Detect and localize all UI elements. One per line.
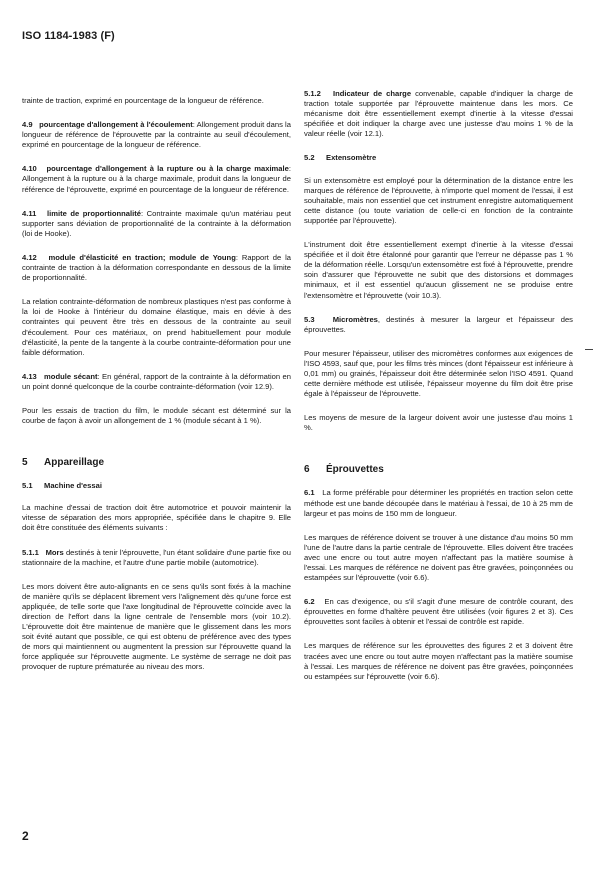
clause-text: , destinés à mesurer la largeur et l'épaisseur des éprouvettes.	[304, 314, 573, 334]
clause-6-2	[304, 597, 573, 627]
section-title: Éprouvettes	[326, 464, 384, 476]
clause-5-3	[304, 315, 573, 335]
paragraph-extensometer-1: Si un extensomètre est employé pour la détermination de la distance entre les marques de référence de l'éprouvette, à n'importe quel moment de l'essai, il est souhaitable, mais non essentiel que cet instrument enregistre automatiquement cette distance (ou toute variation de celle-ci en fonction de la contrainte supportée par l'éprouvette).	[304, 175, 573, 225]
paragraph-machine: La machine d'essai de traction doit être automotrice et pouvoir maintenir la vitesse de séparation des mors appropriée, spécifiée dans le chapitre 9. Elle doit être constituée des éléments suivants :	[22, 503, 291, 533]
subsection-number: 5.2	[304, 153, 315, 163]
clause-5-1-1	[22, 548, 291, 568]
document-header: ISO 1184-1983 (F)	[22, 30, 115, 42]
clause-term: Micromètres	[332, 314, 378, 324]
clause-text: destinés à tenir l'éprouvette, l'un étant solidaire d'une partie fixe ou stationnaire de la machine, et l'autre d'une partie mobile (automotrice).	[22, 547, 291, 567]
section-number: 5	[22, 457, 28, 469]
clause-text: En cas d'exigence, ou s'il s'agit d'une mesure de contrôle courant, des éprouvettes en forme d'haltère peuvent être utilisées (voir figures 2 et 3). Ces éprouvettes sont faciles à obtenir et l'essai de contrôle est rapide.	[304, 597, 573, 627]
margin-change-bar	[585, 349, 593, 350]
definition-term: pourcentage d'allongement à la rupture ou à la charge maximale	[46, 164, 289, 174]
definition-text: : Rapport de la contrainte de traction à la déformation correspondante en dessous de la limite de proportionnalité.	[22, 252, 291, 283]
definition-4-11	[22, 209, 291, 239]
paragraph-relation: La relation contrainte-déformation de nombreux plastiques n'est pas conforme à la loi de Hooke à l'intérieur du domaine élastique, mais en dévie à des contraintes qui peuvent être très en dessous de la contrainte au seuil d'écoulement. Pour ces matériaux, on prend habituellement pour module d'élasticité, la pente de la tangente à la courbe contrainte-déformation pour une faible déformation.	[22, 297, 291, 357]
subsection-title: Extensomètre	[326, 153, 377, 163]
clause-term: Indicateur de charge	[332, 89, 412, 98]
definition-4-12	[22, 253, 291, 283]
page-number: 2	[22, 829, 29, 843]
clause-6-1	[304, 488, 573, 518]
clause-number: 5.1.2	[304, 89, 321, 98]
left-column	[22, 96, 291, 673]
section-title: Appareillage	[44, 457, 105, 469]
definition-text: : Allongement produit dans la longueur de référence de l'éprouvette par la contrainte au seuil d'écoulement, exprimé en pourcentage de la longueur de référence.	[22, 120, 291, 150]
paragraph-marks-2: Les marques de référence sur les éprouvettes des figures 2 et 3 doivent être tracées avec une encre ou tout autre moyen n'affectant pas la matière soumise à l'essai. Les marques de référence ne doivent pas être gravées, poinçonnées ou estampées sur l'éprouvette (voir 6.6).	[304, 641, 573, 681]
definition-number: 4.10	[22, 164, 37, 174]
definition-4-9	[22, 120, 291, 150]
subsection-number: 5.1	[22, 481, 33, 491]
section-heading-5	[22, 456, 291, 469]
clause-number: 6.1	[304, 488, 315, 498]
paragraph-film: Pour les essais de traction du film, le module sécant est déterminé sur la courbe de façon à avoir un allongement de 1 % (module sécant à 1 %).	[22, 405, 291, 426]
subsection-heading-5-1	[22, 481, 291, 491]
section-number: 6	[304, 464, 310, 476]
definition-4-13	[22, 372, 291, 392]
definition-number: 4.12	[22, 252, 37, 262]
definition-number: 4.9	[22, 120, 33, 130]
definition-term: module sécant	[44, 371, 98, 381]
subsection-heading-5-2	[304, 153, 573, 163]
clause-term: Mors	[45, 547, 64, 557]
clause-5-1-2	[304, 89, 573, 139]
definition-text: : Allongement à la rupture ou à la charge maximale, produit dans la longueur de référence de l'éprouvette, exprimé en pourcentage de la longueur de référence.	[22, 164, 291, 194]
paragraph-intro: trainte de traction, exprimé en pourcentage de la longueur de référence.	[22, 96, 264, 105]
definition-number: 4.13	[22, 371, 37, 381]
paragraph-mors: Les mors doivent être auto-alignants en ce sens qu'ils sont fixés à la machine de manière qu'ils se déplacent librement vers l'alignement dès qu'une force est appliquée, de telle sorte que l'axe longitudinal de l'éprouvette coïncide avec la direction de l'effort dans la ligne centrale de l'ensemble mors (voir 10.2). L'éprouvette doit être maintenue de manière que le glissement dans les mors soit évité autant que possible, ce qui est obtenu de préférence avec des types de mors qui maintiennent ou augmentent la pression sur l'éprouvette quand la force appliquée sur l'éprouvette augmente. Le système de serrage ne doit pas provoquer de rupture prématurée au niveau des mors.	[22, 581, 291, 672]
section-heading-6	[304, 463, 573, 476]
definition-number: 4.11	[22, 208, 37, 218]
definition-term: module d'élasticité en traction; module de Young	[48, 252, 236, 262]
clause-number: 5.1.1	[22, 547, 39, 557]
definition-4-10	[22, 164, 291, 194]
paragraph-marks-1: Les marques de référence doivent se trouver à une distance d'au moins 50 mm l'une de l'autre dans la partie centrale de l'éprouvette. Elles doivent être tracées avec une encre ou tout autre moyen n'affectant pas la matière soumise à l'essai. Les marques de référence ne doivent pas être gravées, poinçonnées ou estampées sur l'éprouvette (voir 6.6).	[304, 532, 573, 583]
definition-term: pourcentage d'allongement à l'écoulement	[39, 120, 193, 130]
paragraph-micrometers: Pour mesurer l'épaisseur, utiliser des micromètres conformes aux exigences de l'ISO 4593, sauf que, pour les films très minces (dont l'épaisseur est inférieure à 0,01 mm) ou grainés, l'épaisseur doit être déterminée selon l'ISO 4591. Quand cette dernière méthode est utilisée, l'épaisseur moyenne du film doit être prise égale à l'épaisseur de l'éprouvette.	[304, 348, 573, 399]
definition-text: : Contrainte maximale qu'un matériau peut supporter sans déviation de proportionnalité de la contrainte à la déformation (loi de Hooke).	[22, 208, 291, 238]
clause-text: convenable, capable d'indiquer la charge de traction totale supportée par l'éprouvette maintenue dans les mors. Ce mécanisme doit être essentiellement exempt d'inertie à la vitesse d'essai spécifiée et doit indiquer la charge avec une justesse d'au moins 1 % de la valeur réelle (voir 12.1).	[304, 89, 573, 139]
definition-text: : En général, rapport de la contrainte à la déformation en un point donné quelconque de la courbe contrainte-déformation (voir 12.9).	[22, 371, 291, 391]
paragraph-width: Les moyens de mesure de la largeur doivent avoir une justesse d'au moins 1 %.	[304, 413, 573, 433]
clause-number: 6.2	[304, 597, 315, 607]
right-column	[304, 89, 573, 682]
definition-term: limite de proportionnalité	[47, 208, 141, 218]
paragraph-extensometer-2: L'instrument doit être essentiellement exempt d'inertie à la vitesse d'essai spécifiée et il doit être étalonné pour garantir que l'erreur ne dépasse pas 1 % de la déformation réelle. Lorsqu'un extensomètre est fixé à l'éprouvette, prendre soin d'assurer que l'éprouvette ne subit que des distorsions et dommages minimaux, et il est essentiel qu'aucun glissement ne se produise entre l'extensomètre et l'éprouvette (voir 10.3).	[304, 240, 573, 300]
clause-number: 5.3	[304, 314, 315, 324]
clause-text: La forme préférable pour déterminer les propriétés en traction selon cette méthode est une bande découpée dans le matériau à l'essai, de 10 à 25 mm de largeur et pas moins de 150 mm de longueur.	[304, 488, 573, 518]
subsection-title: Machine d'essai	[44, 481, 102, 491]
